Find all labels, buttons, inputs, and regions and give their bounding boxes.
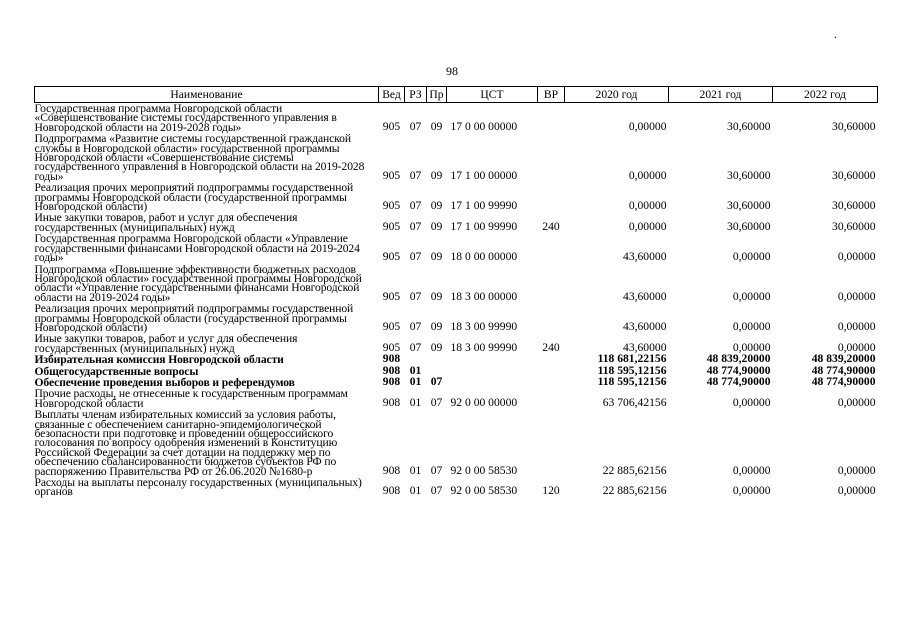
cell-vr bbox=[538, 264, 565, 304]
header-2022: 2022 год bbox=[773, 87, 878, 103]
budget-table bbox=[34, 86, 878, 498]
table-row bbox=[35, 103, 878, 134]
cell-name: Прочие расходы, не отнесенные к государственным программам Новгородской области bbox=[34, 387, 348, 410]
cell-ved: 905 bbox=[382, 168, 401, 182]
cell-cst: 17 1 00 00000 bbox=[450, 168, 518, 182]
cell-name: Реализация прочих мероприятий подпрограммы государственной программы Новгородской области (государственной программы Новгородской области) bbox=[34, 181, 354, 214]
cell-vr bbox=[538, 366, 565, 377]
cell-vr bbox=[538, 388, 565, 409]
cell-2021: 0,00000 bbox=[732, 395, 771, 409]
cell-2021: 0,00000 bbox=[732, 484, 771, 498]
cell-rz: 07 bbox=[409, 250, 422, 264]
cell-vr bbox=[538, 377, 565, 388]
cell-pr: 09 bbox=[430, 119, 443, 133]
cell-vr bbox=[538, 409, 565, 477]
header-pr: Пр bbox=[427, 87, 447, 103]
table-row bbox=[35, 233, 878, 263]
cell-rz: 07 bbox=[409, 199, 422, 213]
header-2021: 2021 год bbox=[669, 87, 773, 103]
cell-2021: 48 774,90000 bbox=[706, 363, 771, 377]
cell-2022: 30,60000 bbox=[832, 168, 876, 182]
cell-2022: 0,00000 bbox=[837, 289, 876, 303]
cell-rz: 07 bbox=[409, 340, 422, 354]
cell-cst bbox=[447, 354, 538, 365]
cell-rz: 01 bbox=[409, 363, 422, 377]
cell-cst bbox=[447, 377, 538, 388]
cell-rz: 01 bbox=[409, 395, 422, 409]
cell-ved: 908 bbox=[382, 374, 401, 388]
table-row bbox=[35, 264, 878, 304]
cell-rz: 01 bbox=[409, 484, 422, 498]
cell-pr: 07 bbox=[430, 374, 443, 388]
cell-2020: 43,60000 bbox=[623, 319, 667, 333]
cell-name: Государственная программа Новгородской области «Совершенствование системы государственного управления в Новгородской области на 2019-2028 годы» bbox=[34, 102, 337, 134]
cell-ved: 908 bbox=[382, 395, 401, 409]
cell-name: Избирательная комиссия Новгородской области bbox=[34, 353, 284, 367]
cell-ved: 905 bbox=[382, 119, 401, 133]
table-row bbox=[35, 477, 878, 498]
cell-pr: 07 bbox=[430, 484, 443, 498]
cell-ved: 905 bbox=[382, 219, 401, 233]
cell-ved: 908 bbox=[382, 352, 401, 366]
cell-2021: 30,60000 bbox=[727, 119, 771, 133]
header-rz: РЗ bbox=[405, 87, 427, 103]
cell-cst: 18 3 00 99990 bbox=[450, 319, 518, 333]
header-2020: 2020 год bbox=[565, 87, 669, 103]
cell-vr bbox=[538, 103, 565, 134]
cell-2021: 30,60000 bbox=[727, 168, 771, 182]
cell-name: Подпрограмма «Развитие системы государственной гражданской службы в Новгородской области» государственной программы Новгородской области «Совершенствование системы государственного управления в Новгородской области на 2019-2028 годы» bbox=[34, 132, 365, 183]
cell-2020: 0,00000 bbox=[628, 219, 667, 233]
cell-2022: 0,00000 bbox=[837, 340, 876, 354]
cell-name: Государственная программа Новгородской области «Управление государственными финансами Новгородской области на 2019-2024 годы» bbox=[34, 232, 360, 265]
cell-cst: 17 1 00 99990 bbox=[450, 219, 518, 233]
cell-ved: 908 bbox=[382, 484, 401, 498]
cell-2020: 43,60000 bbox=[623, 250, 667, 264]
cell-vr bbox=[538, 233, 565, 263]
table-row bbox=[35, 133, 878, 182]
cell-2020: 22 885,62156 bbox=[602, 484, 667, 498]
cell-2020: 22 885,62156 bbox=[602, 463, 667, 477]
cell-ved: 905 bbox=[382, 289, 401, 303]
cell-rz: 07 bbox=[409, 219, 422, 233]
cell-2020: 118 681,22156 bbox=[597, 352, 667, 366]
cell-rz: 07 bbox=[409, 168, 422, 182]
cell-pr: 09 bbox=[430, 250, 443, 264]
cell-2022: 0,00000 bbox=[837, 463, 876, 477]
cell-2022: 48 774,90000 bbox=[811, 374, 876, 388]
cell-2022: 30,60000 bbox=[832, 219, 876, 233]
table-row bbox=[35, 212, 878, 233]
header-cst: ЦСТ bbox=[447, 87, 538, 103]
cell-name: Выплаты членам избирательных комиссий за условия работы, связанные с обеспечением санитарно-эпидемиологической безопасности при подготовке и проведении общероссийского голосования по вопросу одобрения изменений в Конституцию Российской Федерации за счет дотации на поддержку мер по обеспечению сбалансированности бюджетов субъектов РФ по распоряжению Правительства РФ от 26.06.2020 №1680-р bbox=[34, 408, 338, 478]
cell-name: Обеспечение проведения выборов и референдумов bbox=[34, 375, 295, 389]
cell-2020: 43,60000 bbox=[623, 340, 667, 354]
cell-2020: 63 706,42156 bbox=[602, 395, 667, 409]
cell-ved: 908 bbox=[382, 463, 401, 477]
cell-name: Иные закупки товаров, работ и услуг для обеспечения государственных (муниципальных) нужд bbox=[34, 211, 298, 234]
cell-2021: 30,60000 bbox=[727, 219, 771, 233]
cell-2022: 0,00000 bbox=[837, 484, 876, 498]
table-row bbox=[35, 182, 878, 212]
cell-vr bbox=[538, 182, 565, 212]
cell-vr bbox=[538, 303, 565, 333]
header-name: Наименование bbox=[35, 87, 379, 103]
cell-rz: 07 bbox=[409, 289, 422, 303]
cell-name: Реализация прочих мероприятий подпрограммы государственной программы Новгородской области (государственной программы Новгородской области) bbox=[34, 302, 354, 334]
cell-2022: 48 774,90000 bbox=[811, 363, 876, 377]
cell-name: Иные закупки товаров, работ и услуг для обеспечения государственных (муниципальных) нужд bbox=[34, 332, 298, 355]
cell-rz: 07 bbox=[409, 319, 422, 333]
header-ved: Вед bbox=[379, 87, 405, 103]
cell-rz: 01 bbox=[409, 463, 422, 477]
cell-cst: 17 1 00 99990 bbox=[450, 199, 518, 213]
cell-2021: 0,00000 bbox=[732, 250, 771, 264]
table-header-row bbox=[35, 87, 878, 103]
cell-cst bbox=[447, 366, 538, 377]
table-row bbox=[35, 409, 878, 477]
cell-pr: 09 bbox=[430, 340, 443, 354]
cell-2022: 30,60000 bbox=[832, 119, 876, 133]
page-number: 98 bbox=[446, 64, 458, 78]
cell-vr bbox=[538, 354, 565, 365]
cell-2020: 0,00000 bbox=[628, 199, 667, 213]
cell-name: Расходы на выплаты персоналу государственных (муниципальных) органов bbox=[34, 476, 362, 499]
cell-2020: 0,00000 bbox=[628, 119, 667, 133]
cell-pr bbox=[427, 354, 447, 365]
cell-pr: 07 bbox=[430, 395, 443, 409]
table-row bbox=[35, 388, 878, 409]
cell-pr: 09 bbox=[430, 289, 443, 303]
cell-pr: 09 bbox=[430, 319, 443, 333]
cell-2021: 48 774,90000 bbox=[706, 374, 771, 388]
cell-2020: 43,60000 bbox=[623, 289, 667, 303]
cell-2022: 48 839,20000 bbox=[811, 352, 876, 366]
cell-vr: 240 bbox=[542, 219, 560, 233]
cell-cst: 18 3 00 00000 bbox=[450, 289, 518, 303]
corner-mark: . bbox=[834, 29, 837, 41]
cell-rz: 01 bbox=[409, 374, 422, 388]
cell-ved: 905 bbox=[382, 199, 401, 213]
cell-2020: 0,00000 bbox=[628, 168, 667, 182]
cell-2021: 30,60000 bbox=[727, 199, 771, 213]
cell-ved: 908 bbox=[382, 363, 401, 377]
cell-pr: 07 bbox=[430, 463, 443, 477]
cell-2022: 30,60000 bbox=[832, 199, 876, 213]
cell-pr: 09 bbox=[430, 219, 443, 233]
cell-2021: 48 839,20000 bbox=[706, 352, 771, 366]
cell-2020: 118 595,12156 bbox=[597, 374, 667, 388]
cell-pr: 09 bbox=[430, 168, 443, 182]
table-row bbox=[35, 333, 878, 354]
cell-vr bbox=[538, 133, 565, 182]
table-body bbox=[35, 103, 878, 498]
cell-2022: 0,00000 bbox=[837, 319, 876, 333]
cell-vr: 240 bbox=[542, 340, 560, 354]
cell-2021: 0,00000 bbox=[732, 340, 771, 354]
cell-2020: 118 595,12156 bbox=[597, 363, 667, 377]
cell-2021: 0,00000 bbox=[732, 319, 771, 333]
cell-ved: 905 bbox=[382, 250, 401, 264]
cell-2021: 0,00000 bbox=[732, 289, 771, 303]
cell-pr: 09 bbox=[430, 199, 443, 213]
cell-cst: 18 3 00 99990 bbox=[450, 340, 518, 354]
cell-2022: 0,00000 bbox=[837, 250, 876, 264]
cell-cst: 18 0 00 00000 bbox=[450, 250, 518, 264]
cell-2022: 0,00000 bbox=[837, 395, 876, 409]
cell-cst: 17 0 00 00000 bbox=[450, 119, 518, 133]
cell-cst: 92 0 00 00000 bbox=[450, 395, 518, 409]
cell-2021: 0,00000 bbox=[732, 463, 771, 477]
cell-rz: 07 bbox=[409, 119, 422, 133]
cell-cst: 92 0 00 58530 bbox=[450, 484, 518, 498]
header-vr: ВР bbox=[538, 87, 565, 103]
cell-ved: 905 bbox=[382, 340, 401, 354]
table-row bbox=[35, 303, 878, 333]
cell-name: Общегосударственные вопросы bbox=[34, 364, 199, 378]
cell-vr: 120 bbox=[542, 484, 560, 498]
cell-cst: 92 0 00 58530 bbox=[450, 463, 518, 477]
cell-ved: 905 bbox=[382, 319, 401, 333]
cell-name: Подпрограмма «Повышение эффективности бюджетных расходов Новгородской области» государственной программы Новгородской области «Управление государственными финансами Новгородской области на 2019-2024 годы» bbox=[34, 262, 362, 304]
